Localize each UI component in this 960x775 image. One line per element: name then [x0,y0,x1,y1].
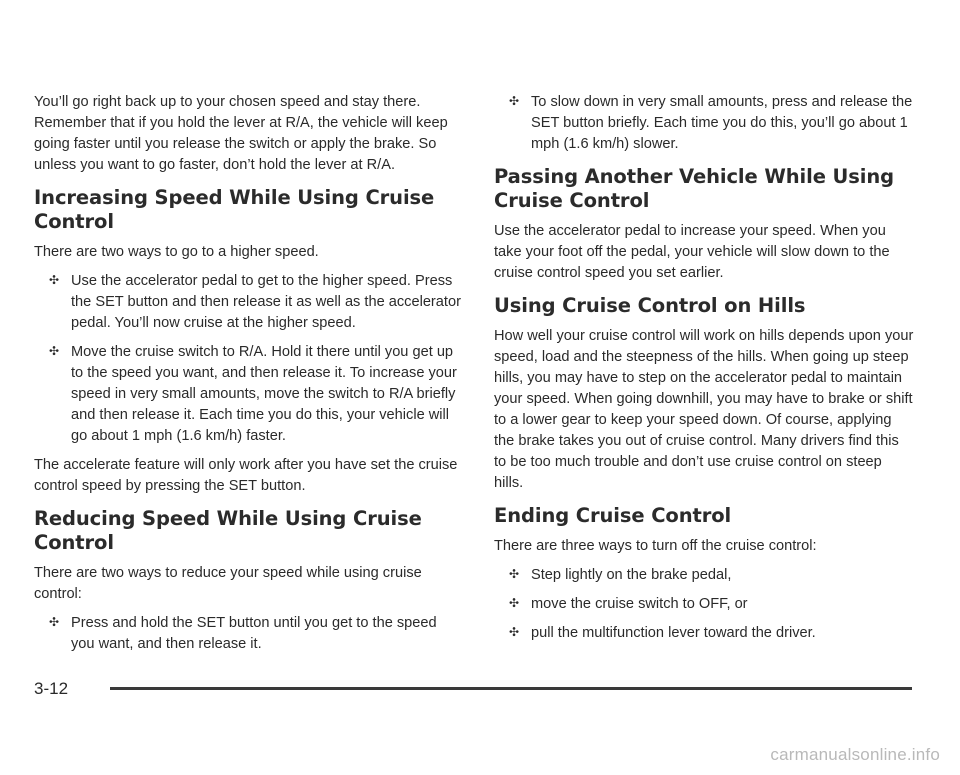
list-item: ✣ Step lightly on the brake pedal, [509,567,732,583]
watermark: carmanualsonline.info [770,745,940,764]
left-column [34,92,464,655]
increasing-outro: The accelerate feature will only work after you have set the cruise control speed by pressing the SET button. [34,457,458,494]
ending-intro: There are three ways to turn off the cruise control: [494,538,817,554]
intro-paragraph: You’ll go right back up to your chosen speed and stay there. Remember that if you hold the lever at R/A, the vehicle will keep going faster until you release the switch or apply the brake. So unless you want to go faster, don’t hold the lever at R/A. [34,94,448,173]
bullet-icon: ✣ [509,625,520,639]
hills-body: How well your cruise control will work on hills depends upon your speed, load and the steepness of the hills. When going up steep hills, you may have to step on the accelerator pedal to maintain your speed. When going downhill, you may have to brake or shift to a lower gear to keep your speed down. Of course, applying the brake takes you out of cruise control. Many drivers find this to be too much trouble and don’t use cruise control on steep hills. [494,328,914,491]
increasing-intro: There are two ways to go to a higher speed. [34,244,319,260]
passing-body: Use the accelerator pedal to increase your speed. When you take your foot off the pedal, your vehicle will slow down to the cruise control speed you set earlier. [494,223,890,281]
page-number: 3-12 [34,679,69,698]
bullet-icon: ✣ [509,567,520,581]
list-item: ✣ move the cruise switch to OFF, or [509,596,748,612]
heading-increasing-speed: Increasing Speed While Using Cruise Control [34,186,435,233]
bullet-icon: ✣ [49,344,60,358]
bullet-icon: ✣ [509,596,520,610]
bullet-icon: ✣ [509,94,520,108]
list-item: ✣ Press and hold the SET button until you get to the speed you want, and then release it. [49,615,437,652]
list-item: ✣ Use the accelerator pedal to get to the higher speed. Press the SET button and then release it as well as the accelerator pedal. You’ll now cruise at the higher speed. [49,273,461,331]
list-item: ✣ To slow down in very small amounts, press and release the SET button briefly. Each time you do this, you’ll go about 1 mph (1.6 km/h) slower. [509,94,913,152]
bullet-icon: ✣ [49,273,60,287]
heading-reducing-speed: Reducing Speed While Using Cruise Control [34,507,422,554]
list-item: ✣ Move the cruise switch to R/A. Hold it there until you get up to the speed you want, and then release it. To increase your speed in very small amounts, move the switch to R/A briefly and then release it. Each time you do this, your vehicle will go about 1 mph (1.6 km/h) faster. [49,344,457,444]
heading-hills: Using Cruise Control on Hills [494,294,806,317]
heading-passing-vehicle: Passing Another Vehicle While Using Cruise Control [494,165,894,212]
bullet-icon: ✣ [49,615,60,629]
footer-divider [110,687,912,690]
right-column [494,92,914,644]
heading-ending-cruise: Ending Cruise Control [494,504,732,527]
reducing-intro: There are two ways to reduce your speed while using cruise control: [34,565,422,602]
list-item: ✣ pull the multifunction lever toward the driver. [509,625,816,641]
